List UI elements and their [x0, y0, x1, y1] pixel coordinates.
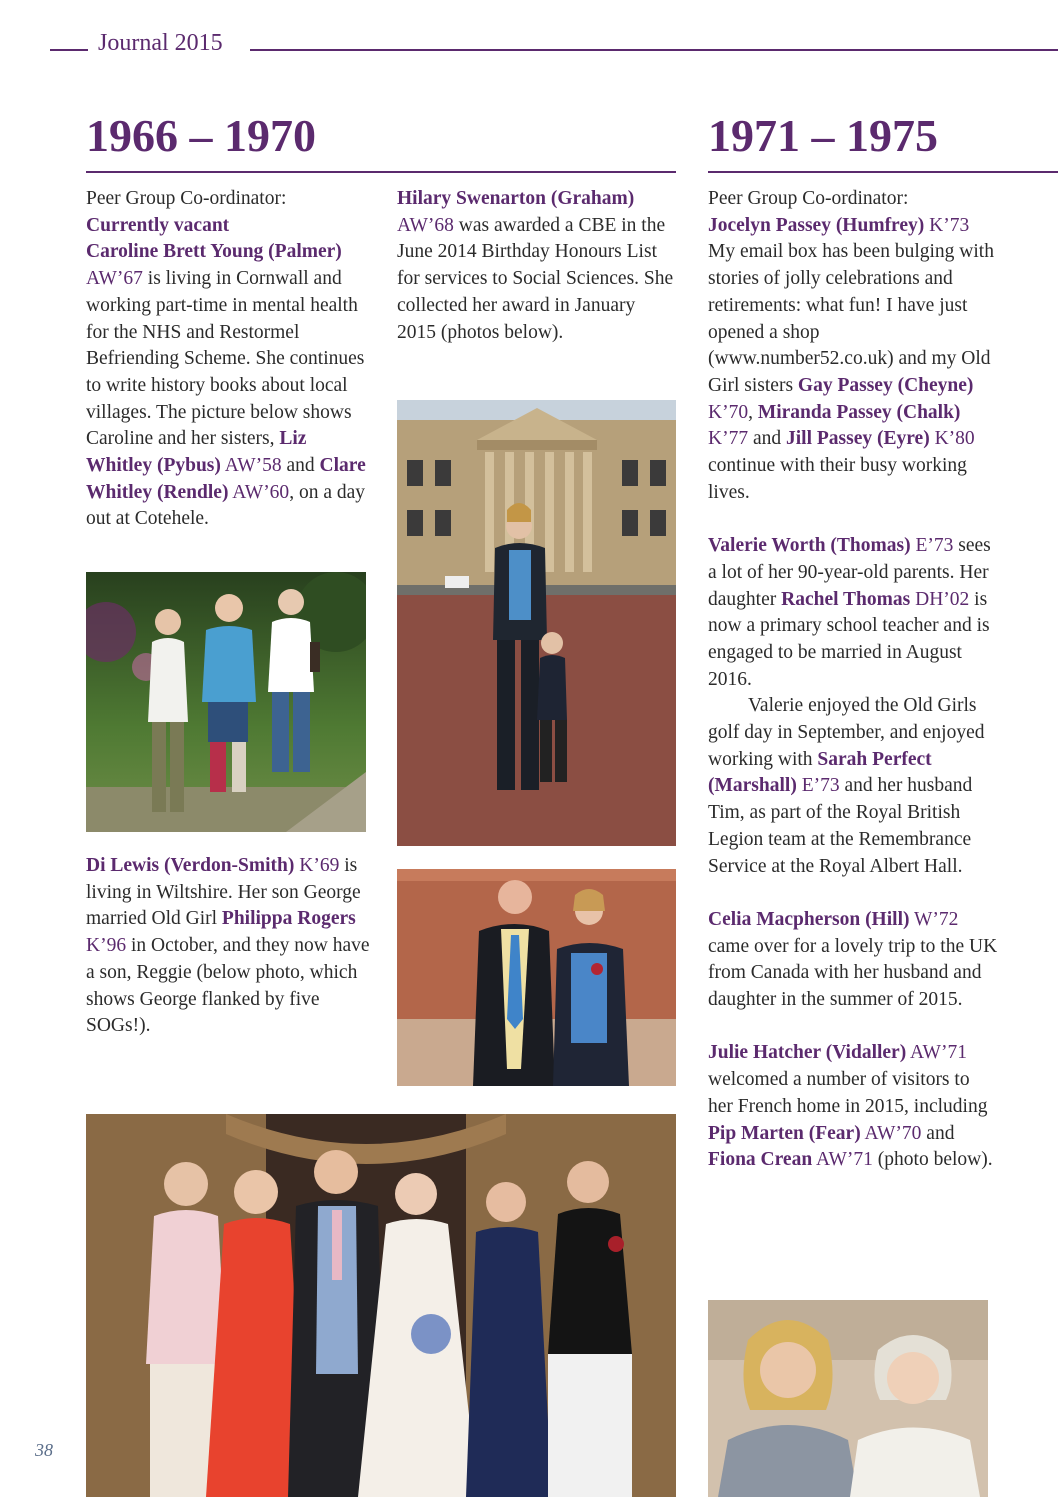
caroline-tag: AW’67 — [86, 268, 143, 290]
celia-tag: W’72 — [914, 908, 959, 930]
coordinator-vacant: Currently vacant — [86, 214, 230, 236]
caroline-text-1: is living in Cornwall and working part-time in mental health for the NHS and Restormel Befriending Scheme. She continues to write history books about local villages. The picture below shows Caroline and her sisters, — [86, 268, 365, 450]
jill-name: Jill Passey (Eyre) — [785, 428, 930, 450]
header-rule-right — [250, 49, 1058, 51]
valerie-tag: E’73 — [915, 535, 954, 557]
valerie-paragraph-2 — [708, 693, 998, 880]
hilary-tag: AW’68 — [397, 214, 454, 236]
photo-wedding-group — [86, 1114, 676, 1497]
coordinator-label: Peer Group Co-ordinator: — [86, 188, 287, 209]
jocelyn-paragraph — [708, 186, 998, 506]
and-text-1971: and — [748, 428, 786, 450]
header-rule-left — [50, 49, 88, 51]
photo-two-women — [708, 1300, 988, 1497]
sarah-tag: E’73 — [801, 775, 840, 797]
fiona-name: Fiona Crean — [708, 1149, 813, 1171]
valerie-text-3: Valerie enjoyed the Old Girls golf day in September, and enjoyed working with — [708, 695, 985, 770]
valerie-name: Valerie Worth (Thomas) — [708, 535, 911, 557]
rachel-tag: DH’02 — [915, 588, 970, 610]
jocelyn-name: Jocelyn Passey (Humfrey) — [708, 214, 925, 236]
di-paragraph — [86, 853, 372, 1040]
column-1-text-top — [86, 186, 372, 533]
jocelyn-tag: K’73 — [929, 214, 970, 236]
section-title-1971-1975: 1971 – 1975 — [708, 110, 938, 161]
caroline-name: Caroline Brett Young (Palmer) — [86, 241, 342, 263]
section-rule-1971 — [708, 171, 1058, 173]
coordinator-label-1971: Peer Group Co-ordinator: — [708, 188, 909, 209]
section-rule-1966 — [86, 171, 676, 173]
journal-title: Journal 2015 — [98, 30, 223, 56]
celia-text: came over for a lovely trip to the UK from Canada with her husband and daughter in the summer of 2015. — [708, 935, 998, 1011]
julie-name: Julie Hatcher (Vidaller) — [708, 1042, 907, 1064]
valerie-text-4: and her husband Tim, as part of the Royal British Legion team at the Remembrance Service at the Royal Albert Hall. — [708, 775, 973, 877]
julie-tag: AW’71 — [910, 1042, 967, 1064]
caroline-paragraph — [86, 186, 372, 533]
comma-text: , — [748, 401, 758, 423]
column-2-text — [397, 186, 677, 346]
pip-tag: AW’70 — [864, 1122, 922, 1144]
di-text-2: in October, and they now have a son, Reggie (below photo, which shows George flanked by five SOGs!). — [86, 935, 370, 1037]
di-name: Di Lewis (Verdon-Smith) — [86, 855, 295, 876]
di-tag: K’69 — [299, 855, 340, 876]
page-number: 38 — [35, 1440, 53, 1460]
sarah-name: Sarah Perfect (Marshall) — [708, 748, 932, 797]
rachel-name: Rachel Thomas — [781, 588, 911, 610]
photo-couple-cbe — [397, 869, 676, 1086]
hilary-text: was awarded a CBE in the June 2014 Birthday Honours List for services to Social Sciences. She collected her award in January 2015 (photos below). — [397, 214, 674, 343]
julie-text-2: (photo below). — [872, 1149, 993, 1171]
di-text-1: is living in Wiltshire. Her son George married Old Girl — [86, 855, 361, 930]
jocelyn-text-2: continue with their busy working lives. — [708, 455, 967, 503]
column-1-text-bottom — [86, 853, 372, 1040]
philippa-tag: K’96 — [86, 935, 127, 957]
julie-paragraph — [708, 1040, 998, 1174]
and-text-julie: and — [921, 1122, 955, 1144]
photo-palace — [397, 400, 676, 846]
philippa-name: Philippa Rogers — [221, 908, 356, 930]
valerie-text-1: sees a lot of her 90-year-old parents. Her daughter — [708, 535, 991, 610]
and-text: and — [281, 455, 320, 477]
clare-tag: AW’60 — [232, 481, 290, 503]
hilary-paragraph — [397, 186, 677, 346]
hilary-name: Hilary Swenarton (Graham) — [397, 188, 635, 209]
celia-name: Celia Macpherson (Hill) — [708, 908, 910, 930]
photo-sisters-garden — [86, 572, 366, 832]
liz-tag: AW’58 — [224, 455, 282, 477]
celia-paragraph — [708, 907, 998, 1014]
caroline-text-2: , on a day out at Cotehele. — [86, 481, 365, 530]
fiona-tag: AW’71 — [816, 1149, 873, 1171]
valerie-text-2: is now a primary school teacher and is engaged to be married in August 2016. — [708, 588, 990, 690]
valerie-paragraph — [708, 533, 998, 693]
column-3-text — [708, 186, 998, 1174]
section-title-1966-1970: 1966 – 1970 — [86, 110, 316, 161]
miranda-name: Miranda Passey (Chalk) — [757, 401, 961, 423]
jocelyn-text-1: My email box has been bulging with stories of jolly celebrations and retirements: what fun! I have just opened a shop (www.number52.co.uk) and my Old Girl sisters — [708, 241, 994, 396]
julie-text-1: welcomed a number of visitors to her French home in 2015, including — [708, 1069, 988, 1117]
gay-name: Gay Passey (Cheyne) — [797, 374, 974, 396]
miranda-tag: K’77 — [708, 428, 749, 450]
liz-name: Liz Whitley (Pybus) — [86, 428, 307, 477]
clare-name: Clare Whitley (Rendle) — [86, 455, 366, 503]
pip-name: Pip Marten (Fear) — [708, 1122, 861, 1144]
gay-tag: K’70 — [708, 401, 749, 423]
jill-tag: K’80 — [934, 428, 975, 450]
